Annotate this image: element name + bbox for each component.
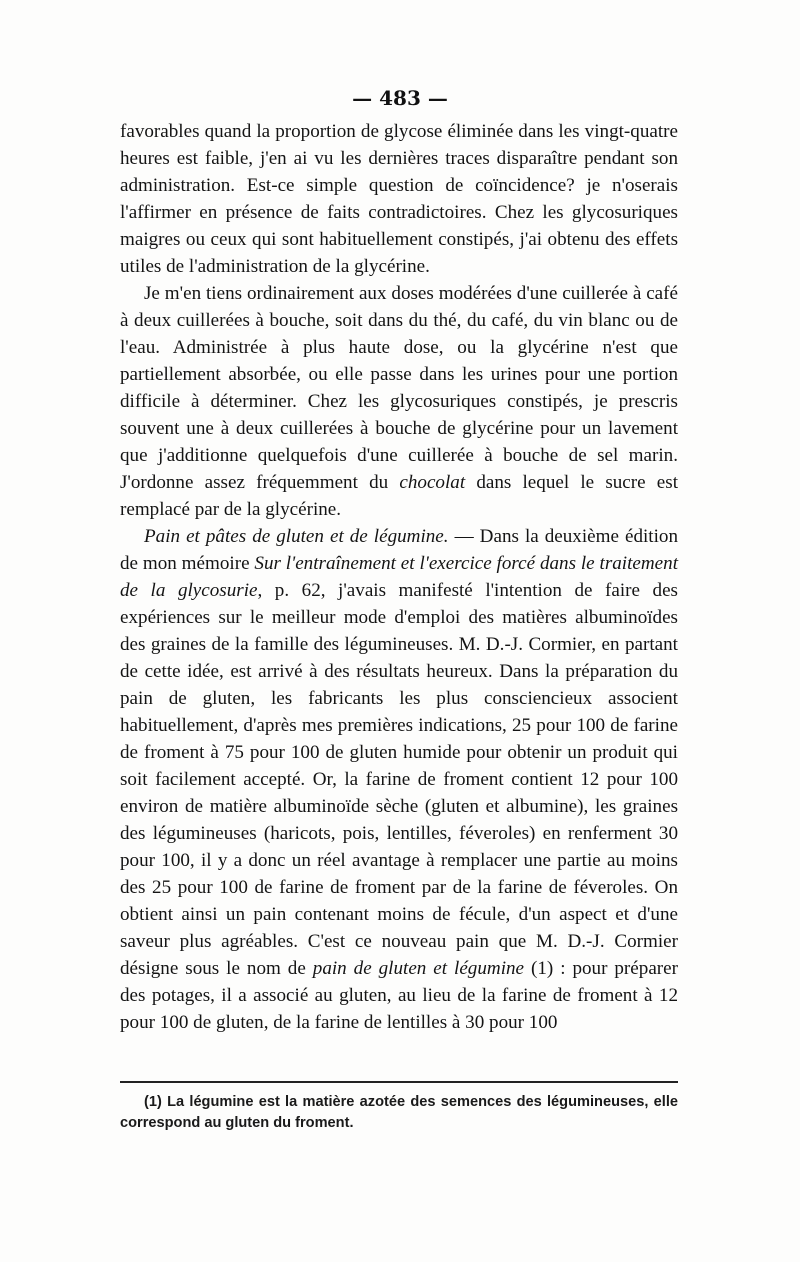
text-run: Je m'en tiens ordinairement aux doses modérées d'une cuillerée à café à deux cuillerées à bouche, soit dans du thé, du café, du vin blanc ou de l'eau. Administrée à plus haute dose, ou la glycérine n'est que partiellement absorbée, ou elle passe dans les urines pour une portion difficile à déterminer. Chez les glycosuriques constipés, je prescris souvent une à deux cuillerées à bouche de glycérine pour un lavement que j'additionne quelquefois d'une cuillerée à bouche de sel marin. J'ordonne assez fréquemment du (120, 283, 678, 493)
paragraph-pain-gluten (120, 523, 678, 1036)
text-run: — Dans la deuxième édition de mon mémoire (120, 526, 678, 574)
footnote-text: (1) La légumine est la matière azotée des semences des légumineuses, elle correspond au gluten du froment. (120, 1094, 678, 1131)
footnote-rule (120, 1081, 678, 1083)
page-number: — 483 — (352, 86, 448, 110)
text-run: dans lequel le sucre est remplacé par de la glycérine. (120, 472, 679, 520)
italic-text: Sur l'entraînement et l'exercice forcé dans le traitement de la glycosurie (120, 553, 678, 601)
italic-text: pain de gluten et légumine (312, 958, 525, 979)
body-text (120, 118, 678, 1036)
text-run: favorables quand la proportion de glycose éliminée dans les vingt-quatre heures est faible, j'en ai vu les dernières traces disparaître pendant son administration. Est-ce simple question de coïncidence? je n'oserais l'affirmer en présence de faits contradictoires. Chez les glycosuriques maigres ou ceux qui sont habituellement constipés, j'ai obtenu des effets utiles de l'administration de la glycérine. (120, 121, 678, 277)
paragraph-glycerine-doses (120, 280, 678, 523)
italic-text: Pain et pâtes de gluten et de légumine. (144, 526, 449, 547)
paragraph-continuation (120, 118, 678, 280)
text-run: , p. 62, j'avais manifesté l'intention de faire des expériences sur le meilleur mode d'emploi des matières albuminoïdes des graines de la famille des légumineuses. M. D.-J. Cormier, en partant de cette idée, est arrivé à des résultats heureux. Dans la préparation du pain de gluten, les fabricants les plus consciencieux associent habituellement, d'après mes premières indications, 25 pour 100 de farine de froment à 75 pour 100 de gluten humide pour obtenir un produit qui soit facilement accepté. Or, la farine de froment contient 12 pour 100 environ de matière albuminoïde sèche (gluten et albumine), les graines des légumineuses (haricots, pois, lentilles, féveroles) en renferment 30 pour 100, il y a donc un réel avantage à remplacer une partie au moins des 25 pour 100 de farine de froment par de la farine de féveroles. On obtient ainsi un pain contenant moins de fécule, d'un aspect et d'une saveur plus agréables. C'est ce nouveau pain que M. D.-J. Cormier désigne sous le nom de (120, 580, 678, 979)
text-run: (1) : pour préparer des potages, il a associé au gluten, au lieu de la farine de froment à 12 pour 100 de gluten, de la farine de lentilles à 30 pour 100 (120, 958, 678, 1033)
footnote (120, 1092, 678, 1134)
italic-text: chocolat (399, 472, 466, 493)
